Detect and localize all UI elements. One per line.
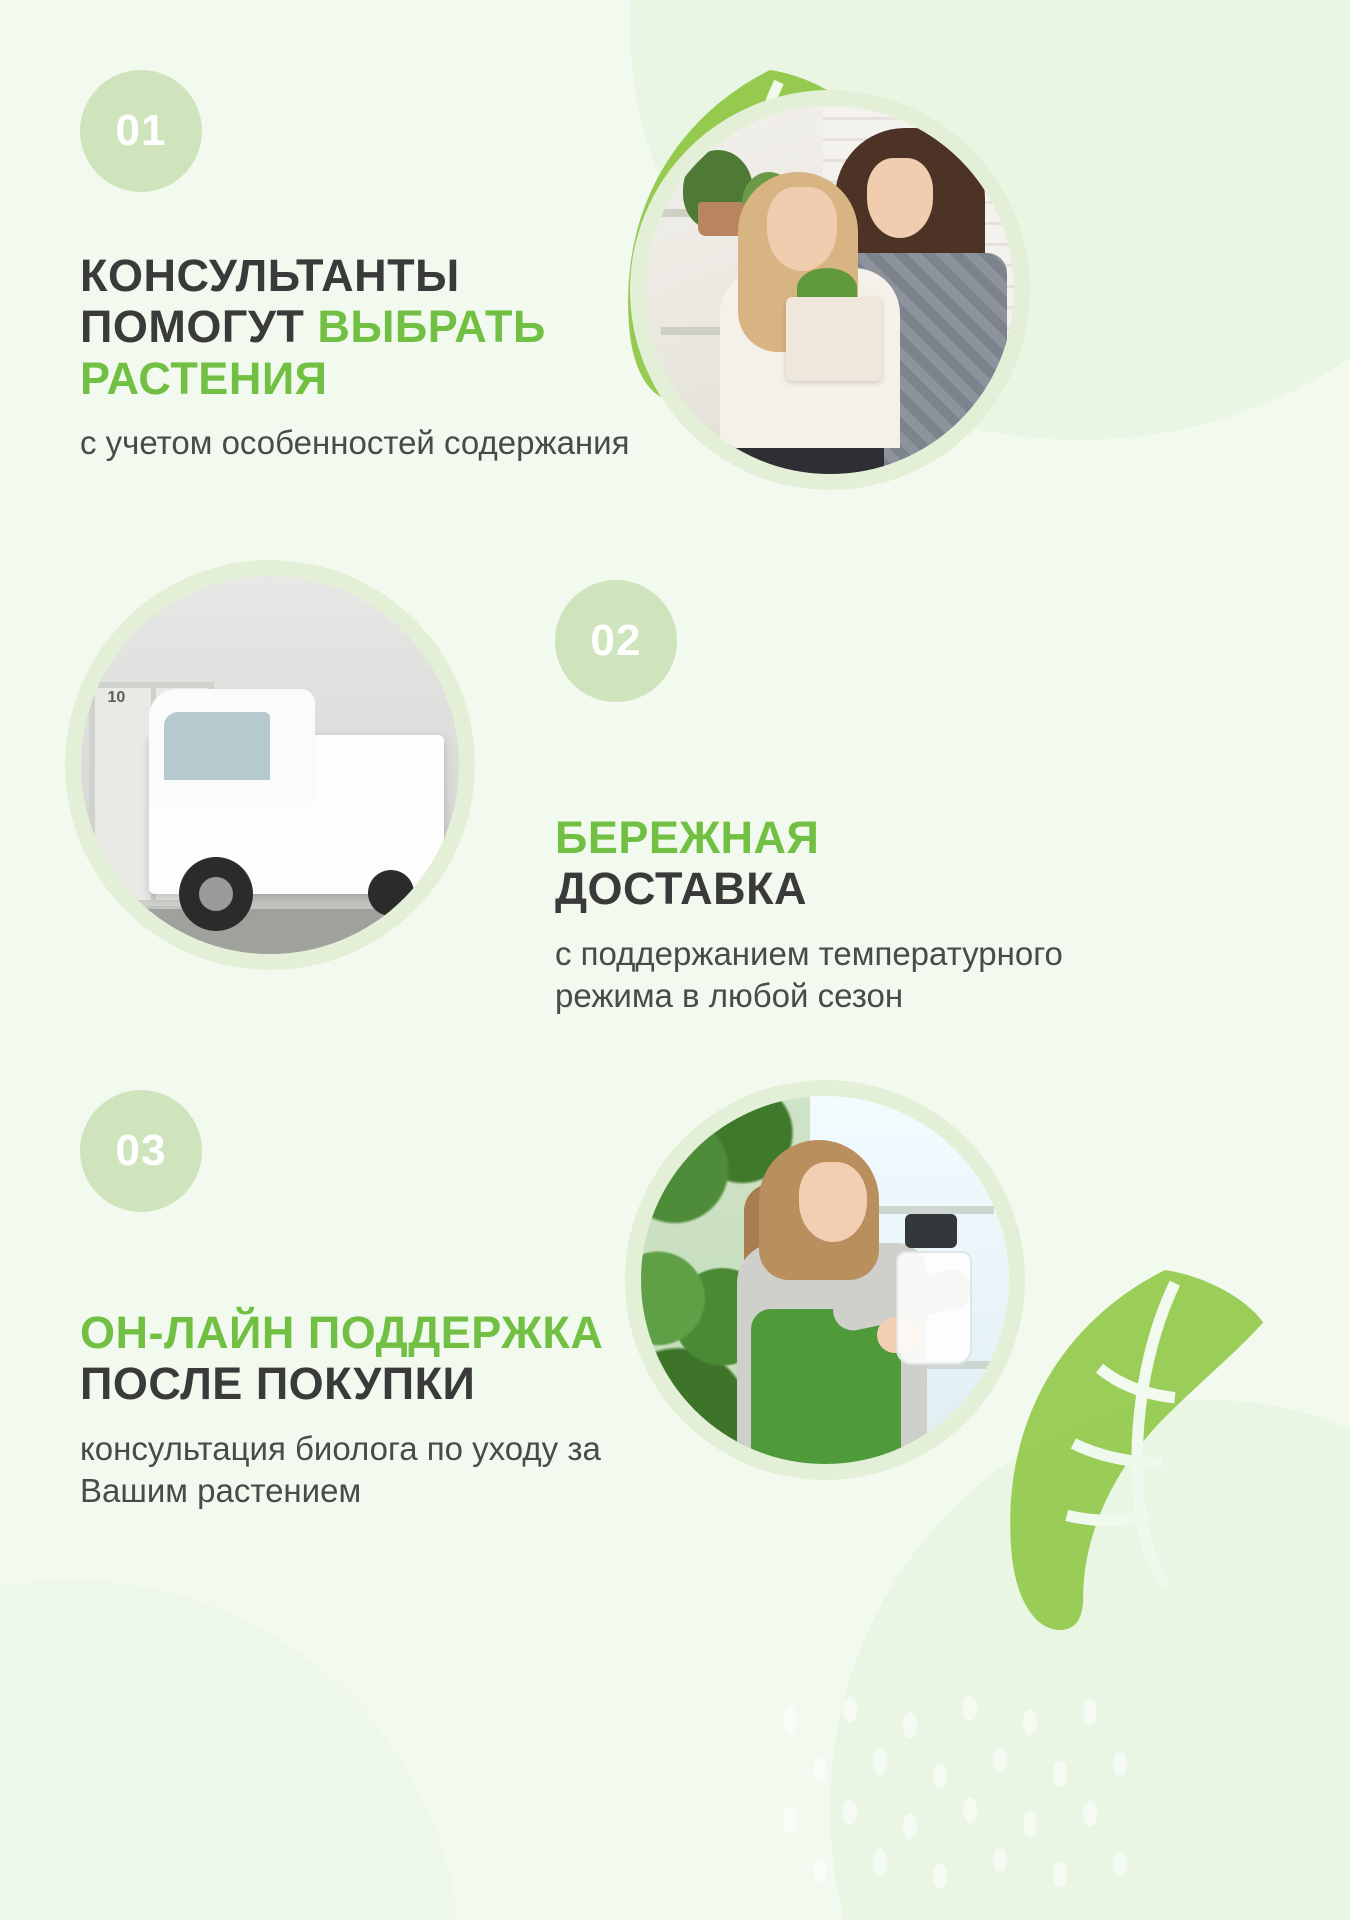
step-number: 03	[115, 1126, 167, 1175]
photo-consultants	[646, 106, 1014, 474]
step-badge-03	[80, 1090, 202, 1212]
headline-accent-text: ВЫБРАТЬ РАСТЕНИЯ	[80, 301, 546, 404]
headline-accent-text: ОН-ЛАЙН ПОДДЕРЖКА	[80, 1307, 604, 1358]
monstera-leaf-icon	[1000, 1270, 1330, 1630]
block-3-headline	[80, 1307, 660, 1410]
raindrop-pattern-icon	[760, 1690, 1160, 1900]
headline-text: КОНСУЛЬТАНТЫ ПОМОГУТ	[80, 250, 460, 353]
step-number: 02	[590, 616, 642, 665]
block-3-subline: консультация биолога по уходу за Вашим растением	[80, 1429, 601, 1510]
block-2-subline: с поддержанием температурного режима в любой сезон	[555, 934, 1063, 1015]
feature-block-3	[80, 1090, 660, 1513]
feature-block-1	[80, 70, 640, 465]
feature-photo-3	[625, 1080, 1025, 1480]
feature-block-2	[555, 580, 1155, 1018]
headline-accent-text: БЕРЕЖНАЯ	[555, 812, 820, 863]
step-badge-01	[80, 70, 202, 192]
feature-photo-1	[630, 90, 1030, 490]
headline-text: ДОСТАВКА	[555, 863, 808, 915]
headline-text: ПОСЛЕ ПОКУПКИ	[80, 1358, 476, 1410]
blob-bottom-left	[0, 1580, 460, 1920]
step-badge-02	[555, 580, 677, 702]
step-number: 01	[115, 106, 167, 155]
feature-photo-2	[65, 560, 475, 970]
block-1-headline	[80, 250, 640, 404]
photo-delivery-van: 10	[81, 576, 459, 954]
block-1-subline: с учетом особенностей содержания	[80, 423, 630, 461]
photo-online-support	[641, 1096, 1009, 1464]
block-2-headline	[555, 812, 1155, 915]
